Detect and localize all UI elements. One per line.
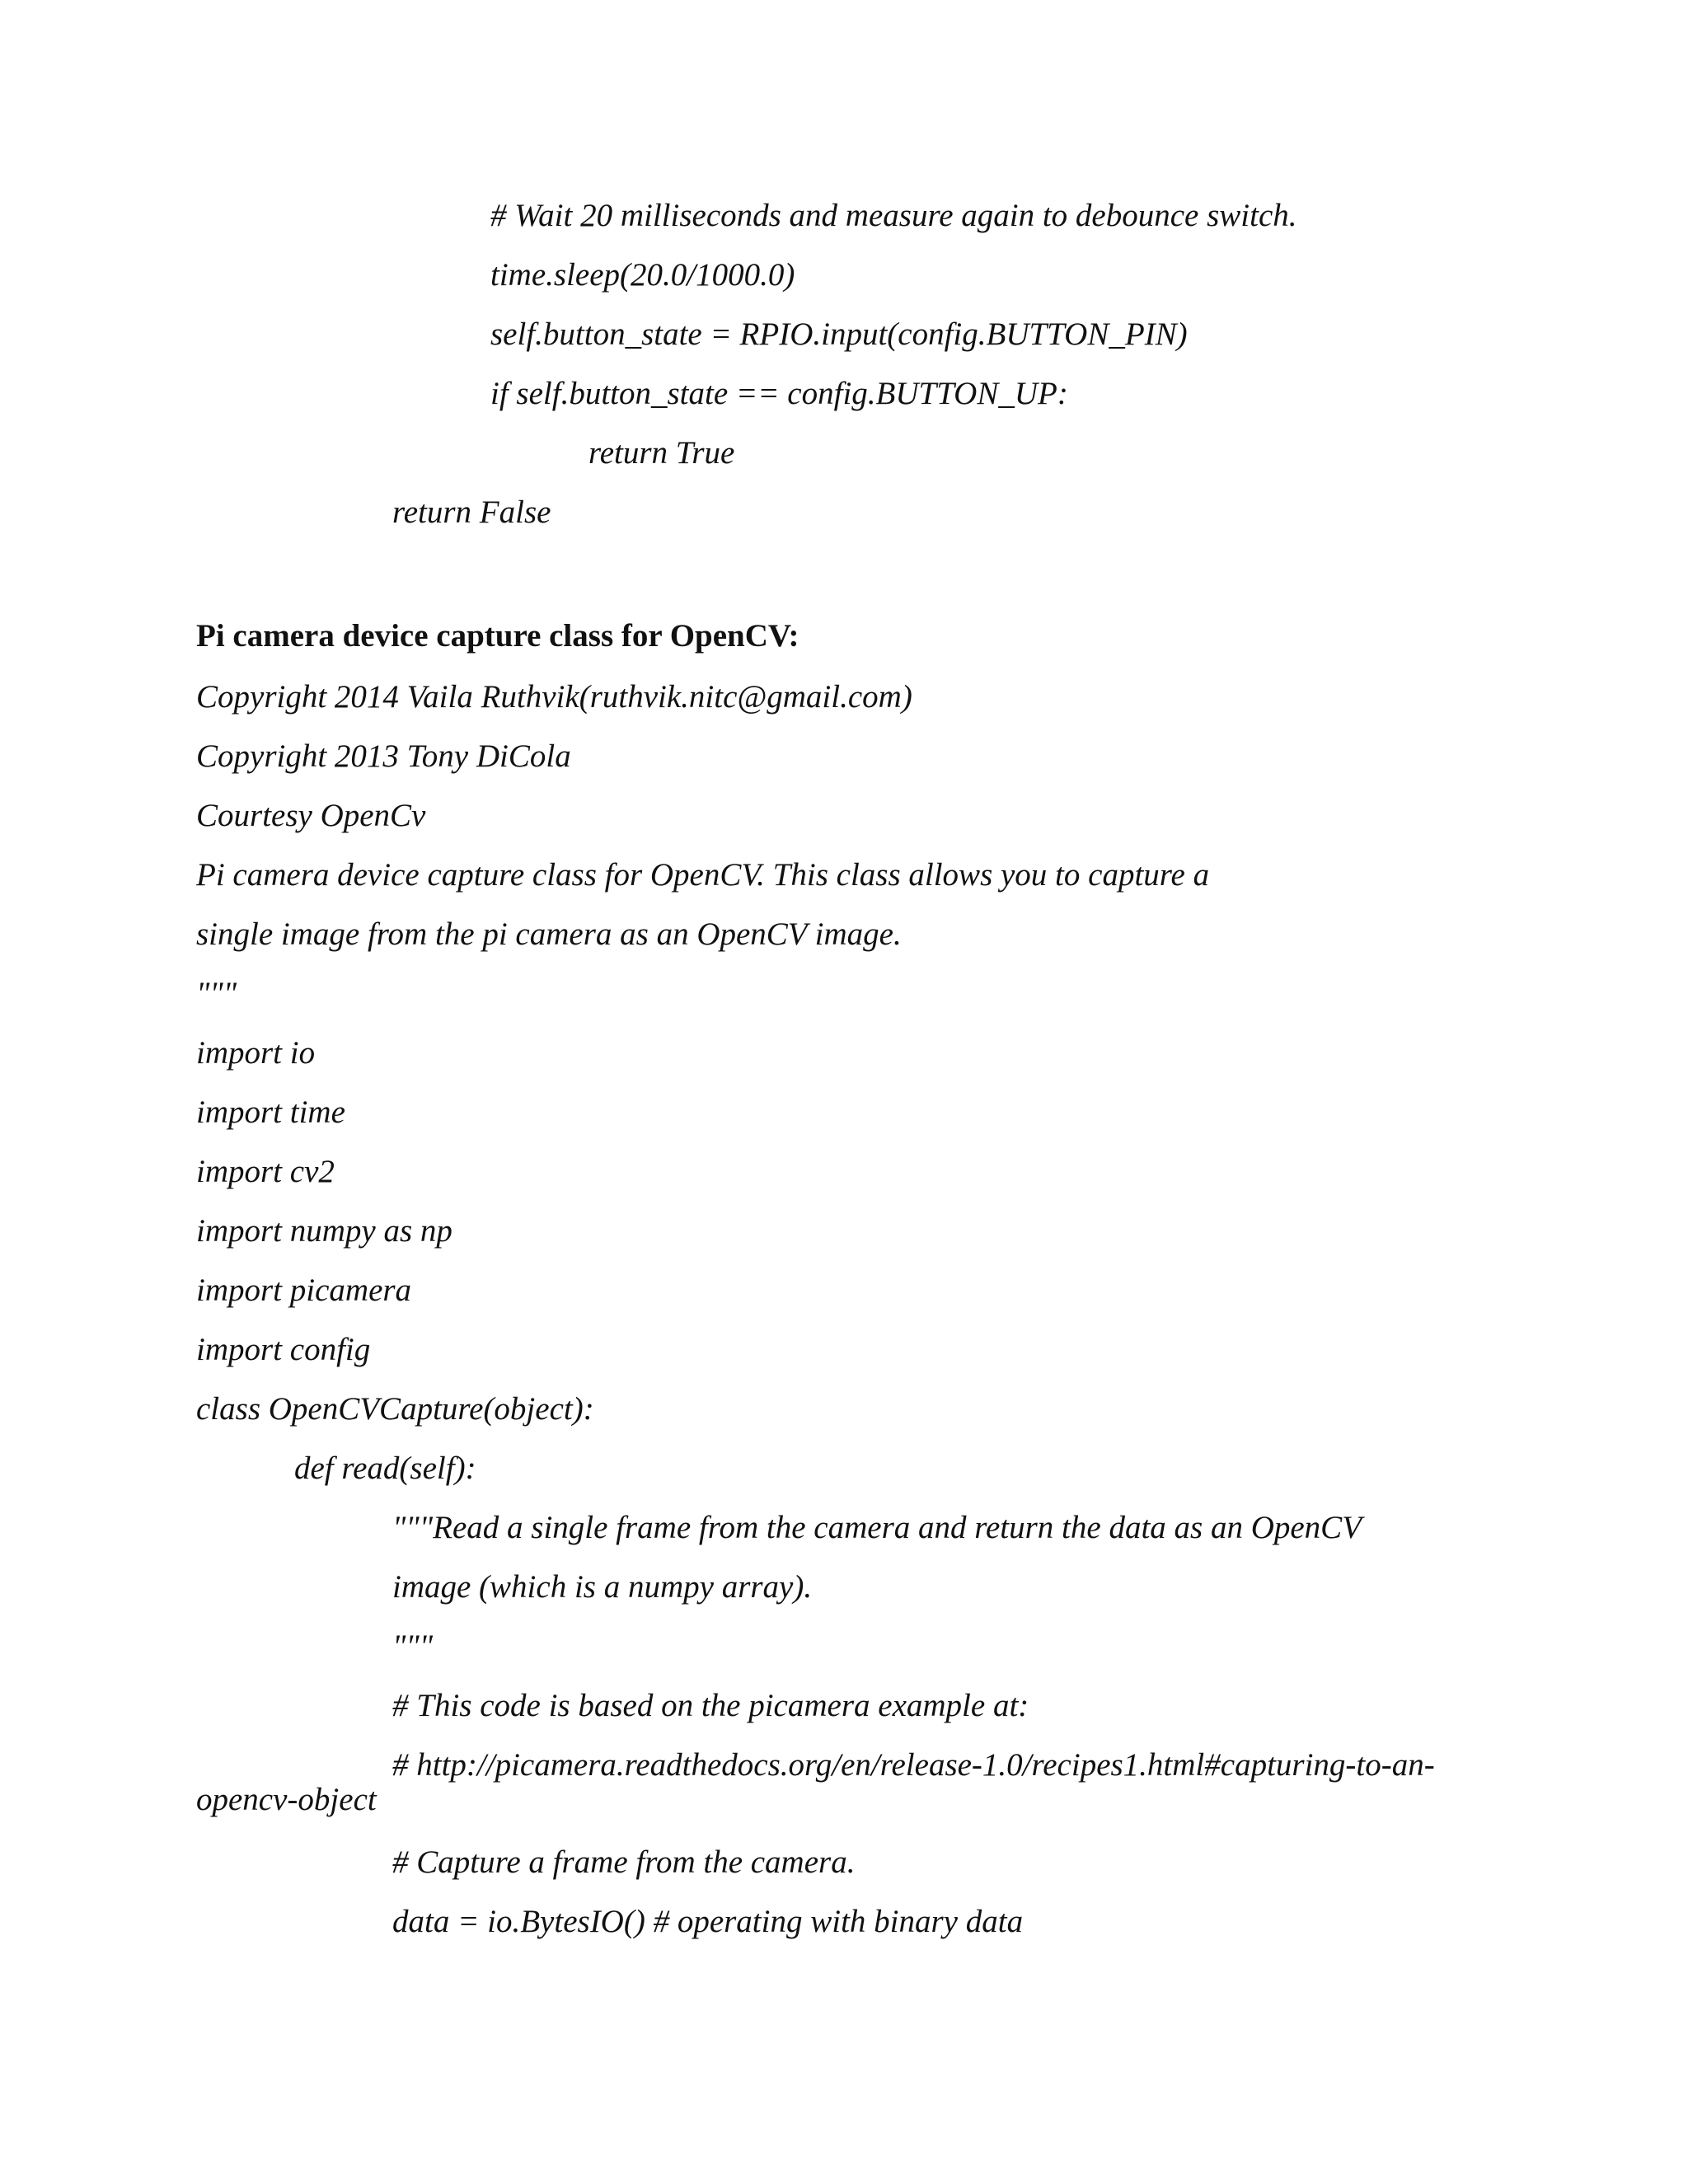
- code-line-return-false: return False: [392, 494, 551, 530]
- code-line-return-true: return True: [588, 435, 735, 471]
- description-line-2: single image from the pi camera as an OpenCV image.: [196, 916, 902, 952]
- copyright-line-1: Copyright 2014 Vaila Ruthvik(ruthvik.nitc@gmail.com): [196, 679, 912, 715]
- copyright-line-2: Copyright 2013 Tony DiCola: [196, 738, 571, 774]
- code-line-button-state: self.button_state = RPIO.input(config.BUTTON_PIN): [490, 316, 1188, 352]
- comment-capture-frame: # Capture a frame from the camera.: [392, 1844, 856, 1880]
- import-io: import io: [196, 1035, 316, 1071]
- method-definition: def read(self):: [294, 1451, 476, 1486]
- import-config: import config: [196, 1332, 371, 1367]
- import-picamera: import picamera: [196, 1272, 412, 1308]
- class-definition: class OpenCVCapture(object):: [196, 1391, 594, 1427]
- comment-url: # http://picamera.readthedocs.org/en/release-1.0/recipes1.html#capturing-to-an-: [392, 1747, 1435, 1783]
- code-comment-debounce: # Wait 20 milliseconds and measure again to debounce switch.: [490, 198, 1297, 233]
- comment-based-on: # This code is based on the picamera example at:: [392, 1688, 1029, 1723]
- comment-url-continued: opencv-object: [196, 1782, 377, 1817]
- courtesy-line: Courtesy OpenCv: [196, 798, 426, 833]
- description-line-1: Pi camera device capture class for OpenCV. This class allows you to capture a: [196, 857, 1210, 893]
- section-heading: Pi camera device capture class for OpenCV:: [196, 618, 799, 654]
- code-line-sleep: time.sleep(20.0/1000.0): [490, 257, 795, 293]
- code-line-bytesio: data = io.BytesIO() # operating with binary data: [392, 1904, 1024, 1939]
- docstring-line-2: image (which is a numpy array).: [392, 1569, 813, 1605]
- import-numpy: import numpy as np: [196, 1213, 452, 1249]
- import-cv2: import cv2: [196, 1154, 335, 1189]
- docstring-close-1: """: [196, 976, 237, 1011]
- docstring-close-2: """: [392, 1629, 434, 1664]
- docstring-line-1: """Read a single frame from the camera and return the data as an OpenCV: [392, 1510, 1362, 1545]
- code-line-if-button-up: if self.button_state == config.BUTTON_UP:: [490, 376, 1068, 411]
- import-time: import time: [196, 1094, 345, 1130]
